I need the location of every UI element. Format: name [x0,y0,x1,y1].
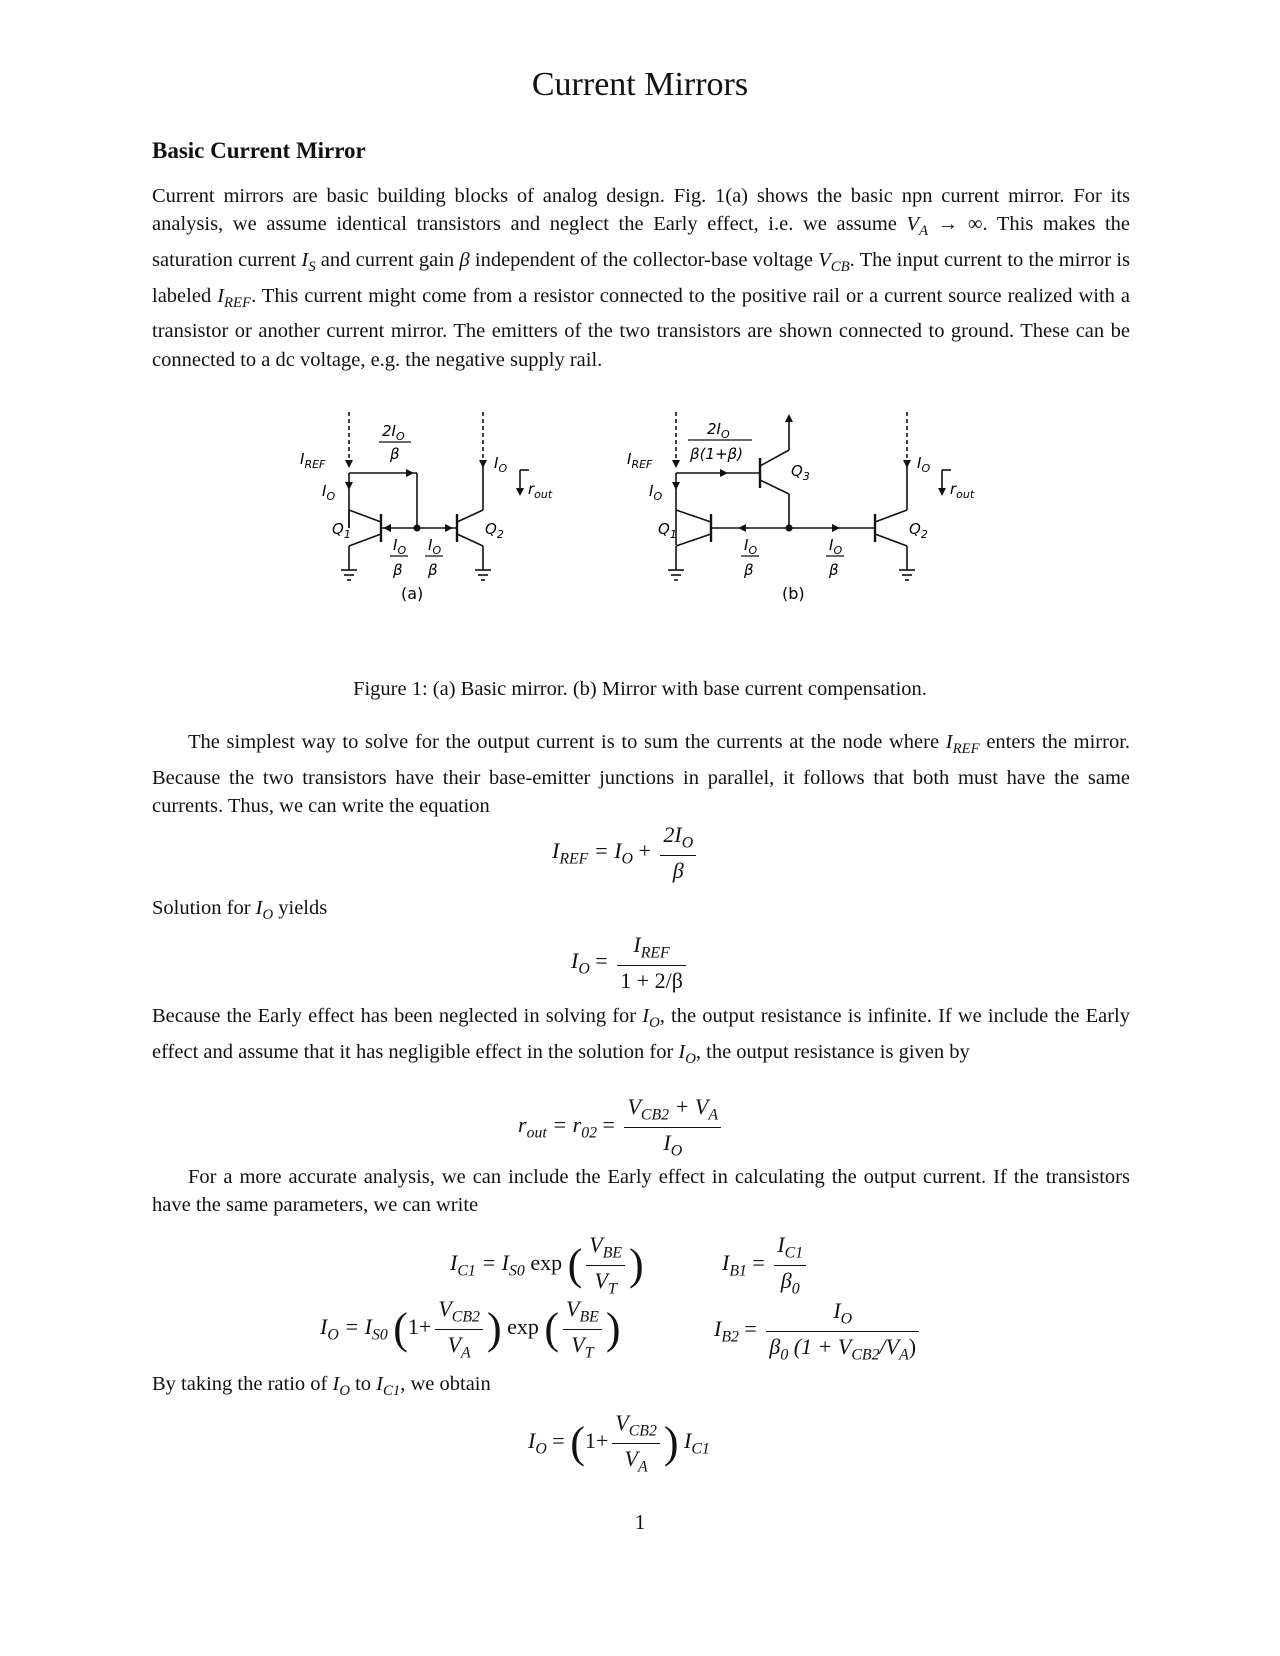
eq6-fraction [612,1410,660,1476]
para5-text-1: By taking the ratio of [152,1373,328,1395]
para2-iref-sub: REF [952,741,980,758]
fig-b-q1: $Q_1$ [658,520,677,541]
eq4-exp: exp [530,1250,563,1276]
fig-a-io-b1: $I_O$ [393,536,407,557]
solution-line [152,894,1130,930]
para5-io-sub: O [339,1383,350,1400]
eq5-ib2-eq: = [744,1316,757,1342]
paragraph-5 [152,1370,1130,1406]
eq3-num-plus-sub: A [708,1106,719,1124]
eq5-vt-sub: T [584,1344,594,1362]
eq5-is0: = I [344,1314,372,1340]
figure-1-circuits [0,400,1280,620]
eq5-va: V [447,1331,462,1357]
fig-a-iref: $I_{REF}$ [300,450,326,471]
page-number: 1 [634,1510,646,1534]
solution-text-1: Solution for [152,897,251,919]
eq2-fraction [617,932,686,994]
fig-b-io-b2: $I_O$ [829,536,843,557]
eq5-paren-close-1: ) [486,1304,502,1354]
section-heading: Basic Current Mirror [152,138,366,163]
eq4-vt-sub: T [607,1280,617,1298]
para2-iref: I [945,731,953,753]
fig-b-iref: $I_{REF}$ [627,450,653,471]
eq6-va: V [624,1445,638,1471]
fig-a-beta: β [390,445,400,463]
eq5-ib2-den: β [769,1333,781,1359]
eq1-io: = I [593,837,622,863]
para2-text-2: enters the mirror. Because the two transistors have their base-emitter junctions in parallel, it follows that both must have the same currents. Thus, we can write the equation [152,731,1131,817]
eq5-va-sub: A [461,1344,471,1362]
eq3-num-v: V [627,1094,641,1119]
fig-b-io-out: $I_O$ [917,454,931,475]
eq1-plus: + [638,837,651,863]
para3-io1-sub: O [649,1015,660,1032]
eq5-vcb-sub: CB2 [451,1308,480,1326]
eq6-vcb: V [615,1410,629,1435]
eq1-io-sub: O [621,850,633,868]
fig-b-beta-den: β(1+β) [690,445,743,463]
eq5-io: I [320,1314,328,1340]
eq4-ic1: I [450,1250,458,1276]
equation-4-ib1 [722,1232,810,1298]
symbol-va-sub: A [919,223,929,240]
eq5-paren-open-1: ( [393,1304,408,1354]
eq6-vcb-sub: CB2 [628,1422,657,1440]
para5-text-2: to [355,1373,372,1395]
eq4-ib1-den: β [780,1267,792,1293]
eq4-vt: V [594,1267,608,1293]
para5-io: I [332,1373,340,1395]
eq6-one: 1+ [584,1428,609,1454]
eq5-vcb: V [438,1296,452,1321]
eq1-fraction [660,822,696,884]
fig-a-q2: $Q_2$ [485,520,504,541]
para3-io2: I [678,1040,686,1063]
eq3-eq2: = [602,1112,615,1138]
para3-text-2: , the output resistance is infinite. If we include the Early effect and assume that it has negligible effect in the solution for [152,1005,1131,1063]
eq3-rout: r [518,1112,527,1138]
paragraph-3 [152,1002,1130,1073]
eq2-num-sub: REF [640,944,670,962]
eq6-io-sub: O [535,1440,547,1458]
eq5-one: 1+ [407,1314,432,1340]
eq5-ib2-num: I [833,1298,841,1323]
eq4-fraction [586,1232,625,1298]
equation-5-ib2 [714,1298,923,1364]
eq2-eq: = [595,947,608,973]
symbol-iref: I [217,284,225,307]
fig-b-q2: $Q_2$ [909,520,928,541]
eq6-ic1: I [684,1428,692,1454]
para3-text-3: , the output resistance is given by [695,1040,970,1063]
eq6-io: I [528,1428,536,1454]
eq4-is0-sub: S0 [508,1262,525,1280]
fig-b-io-b1: $I_O$ [744,536,758,557]
eq5-ib2-den-tail-sub: A [899,1346,909,1364]
para3-io2-sub: O [685,1050,696,1067]
eq1-den: β [672,857,684,883]
eq4-paren-open: ( [567,1240,583,1290]
symbol-vcb-sub: CB [830,259,850,276]
fig-a-q1: $Q_1$ [332,520,351,541]
fig-a-rout: $r_{out}$ [528,480,553,501]
intro-text-3: and current gain [320,248,455,271]
eq5-ib2-num-sub: O [840,1310,853,1328]
equation-3 [518,1094,725,1160]
symbol-iref-sub: REF [224,294,252,311]
solution-io-sub: O [262,907,274,924]
eq5-ib2-sub: B2 [721,1328,739,1346]
fig-b-io-left: $I_O$ [649,482,663,503]
eq5-vbe: V [566,1296,580,1321]
eq3-num-v-sub: CB2 [640,1106,670,1124]
intro-text-5: . The input current to the mirror is labeled [152,248,1131,307]
fig-b-rout: $r_{out}$ [950,480,975,501]
eq5-paren-close-2: ) [605,1304,621,1354]
eq5-ib2-den-rest-sub: CB2 [851,1346,880,1364]
para2-text-1: The simplest way to solve for the output current is to sum the currents at the node where [188,731,940,753]
para3-io1: I [642,1005,650,1027]
para5-ic1: I [376,1373,383,1395]
eq3-r02: = r [552,1112,582,1138]
eq1-lhs: I [552,837,560,863]
eq5-is0-sub: S0 [371,1326,388,1344]
eq2-den: 1 + 2/β [620,967,683,993]
eq2-num: I [633,932,641,957]
eq5-vbe-sub: BE [579,1308,599,1326]
fig-b-label: (b) [782,584,805,603]
intro-text-6: . This current might come from a resistor connected to the positive rail or a current source realized with a transistor or another current mirror. The emitters of the two transistors are shown connected to ground. These can be connected to a dc voltage, e.g. the negative supply rail. [152,284,1131,371]
fig-a-label: (a) [401,584,424,603]
fig-a-io-left: $I_O$ [322,482,336,503]
eq3-rout-sub: out [526,1124,547,1142]
eq5-frac-2 [563,1296,602,1362]
eq3-den-sub: O [670,1142,683,1160]
eq3-num-plus: + V [674,1094,709,1119]
fig-a-io-out: $I_O$ [494,454,508,475]
eq5-ib2-den-close: ) [908,1333,917,1359]
fig-b-beta-b2: β [829,561,839,579]
eq6-paren-open: ( [570,1418,585,1468]
eq6-eq: = [552,1428,565,1454]
fig-a-io-b2: $I_O$ [428,536,442,557]
figure-caption: Figure 1: (a) Basic mirror. (b) Mirror with base current compensation. [353,678,927,700]
page-title: Current Mirrors [531,66,749,103]
eq4-ic1-sub: C1 [457,1262,476,1280]
fig-b-q3: $Q_3$ [791,462,810,483]
eq4-ib1: I [722,1250,730,1276]
intro-text-2: → ∞. This makes the saturation current [152,213,1130,271]
paragraph-2 [152,728,1130,820]
eq4-ib1-sub: B1 [729,1262,747,1280]
eq5-io-sub: O [327,1326,339,1344]
eq1-num: 2I [663,822,682,847]
eq3-fraction [624,1094,721,1160]
eq6-va-sub: A [637,1458,648,1476]
eq5-paren-open-2: ( [544,1304,560,1354]
intro-paragraph [152,182,1130,374]
symbol-is: I [301,248,309,271]
solution-io: I [255,897,263,919]
para5-ic1-sub: C1 [383,1383,401,1400]
solution-text-2: yields [278,897,328,919]
equation-5 [320,1296,620,1362]
eq5-vt: V [571,1331,585,1357]
eq4-is0: = I [481,1250,509,1276]
eq4-ib1-fraction [774,1232,806,1298]
eq4-ib1-den-sub: 0 [791,1280,800,1298]
eq5-ib2-fraction [766,1298,919,1364]
eq4-ib1-num: I [777,1232,785,1257]
eq5-ib2-den-sub: 0 [780,1346,789,1364]
eq5-frac-1 [435,1296,483,1362]
fig-b-2io: $2I_O$ [707,420,730,441]
eq1-num-sub: O [681,834,694,852]
symbol-va: V [906,213,920,236]
eq6-paren-close: ) [663,1418,679,1468]
eq1-lhs-sub: REF [559,850,589,868]
equation-4 [450,1232,644,1298]
symbol-beta: β [459,248,470,271]
eq5-ib2: I [714,1316,722,1342]
fig-a-beta-b1: β [393,561,403,579]
equation-6 [528,1410,710,1476]
fig-b-beta-b1: β [744,561,754,579]
symbol-is-sub: S [308,259,316,276]
eq4-ib1-eq: = [752,1250,765,1276]
eq4-vbe: V [589,1232,603,1257]
symbol-vcb: V [818,248,831,271]
paragraph-4: For a more accurate analysis, we can include the Early effect in calculating the output current. If the transistors have the same parameters, we can write [152,1166,1130,1217]
fig-a-2io: $2I_O$ [382,422,405,443]
equation-1 [552,822,700,884]
eq3-den: I [663,1129,671,1155]
eq4-vbe-sub: BE [602,1244,623,1262]
eq6-ic1-sub: C1 [691,1440,710,1458]
eq4-ib1-num-sub: C1 [784,1244,804,1262]
intro-text-1: Current mirrors are basic building blocks of analog design. Fig. 1(a) shows the basic npn current mirror. For its analysis, we assume identical transistors and neglect the Early effect, i.e. we assume [152,185,1130,236]
eq5-ib2-den-tail: /V [879,1333,900,1359]
intro-text-4: independent of the collector-base voltage [474,248,813,271]
eq5-ib2-den-rest: (1 + V [793,1333,852,1359]
equation-2 [571,932,690,994]
eq5-exp: exp [507,1314,539,1340]
eq2-lhs: I [571,947,579,973]
eq3-r02-sub: 02 [581,1124,598,1142]
eq4-paren-close: ) [629,1240,644,1290]
eq2-lhs-sub: O [578,960,590,978]
para3-text-1: Because the Early effect has been neglected in solving for [152,1005,637,1027]
fig-a-beta-b2: β [428,561,438,579]
para5-text-3: , we obtain [400,1373,491,1395]
